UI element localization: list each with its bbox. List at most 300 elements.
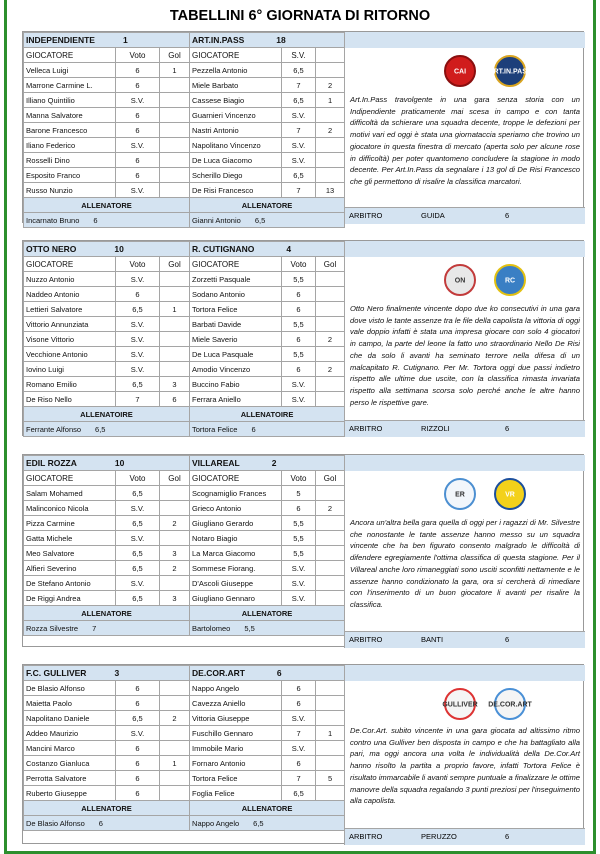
- home-team-score: 3: [114, 668, 120, 678]
- away-player-goals: [316, 317, 345, 332]
- page-title: TABELLINI 6° GIORNATA DI RITORNO: [169, 8, 431, 24]
- home-team-name: F.C. GULLIVER: [26, 668, 87, 678]
- team-row: [24, 33, 345, 48]
- home-player-name: Russo Nunzio: [24, 183, 116, 198]
- home-player-vote: 6: [116, 771, 160, 786]
- away-player-goals: 2: [316, 123, 345, 138]
- player-row: [24, 78, 345, 93]
- referee-label: ARBITRO: [349, 211, 383, 220]
- player-row: [24, 317, 345, 332]
- away-player-vote: S.V.: [282, 576, 316, 591]
- home-player-name: Barone Francesco: [24, 123, 116, 138]
- home-player-goals: [160, 272, 190, 287]
- svg-text:ON: ON: [454, 277, 466, 285]
- away-player-name: Fuschillo Gennaro: [190, 726, 282, 741]
- coach-label-row: [24, 606, 345, 621]
- away-player-vote: 6,5: [282, 168, 316, 183]
- away-player-goals: 5: [316, 771, 345, 786]
- player-row: [24, 696, 345, 711]
- away-player-vote: 5,5: [282, 531, 316, 546]
- player-row: [24, 123, 345, 138]
- report-panel: [344, 241, 585, 437]
- home-player-name: Ruberto Giuseppe: [24, 786, 116, 801]
- column-header: GIOCATORE: [190, 257, 282, 272]
- player-row: [24, 183, 345, 198]
- away-team-logo: [488, 54, 532, 88]
- team-row: [24, 456, 345, 471]
- report-panel: [344, 32, 585, 224]
- away-player-goals: [316, 377, 345, 392]
- away-team-logo: [493, 263, 527, 297]
- coach-away-vote: 6,5: [254, 215, 266, 225]
- away-player-vote: 6: [282, 501, 316, 516]
- away-player-goals: [316, 486, 345, 501]
- away-player-vote: 6: [282, 362, 316, 377]
- home-player-vote: 6: [116, 123, 160, 138]
- header-row: [24, 48, 345, 63]
- away-player-name: Scognamiglio Frances: [190, 486, 282, 501]
- column-header: Voto: [282, 471, 316, 486]
- away-player-goals: 2: [316, 78, 345, 93]
- home-player-goals: 3: [160, 377, 190, 392]
- away-team-name: ART.IN.PASS: [192, 35, 245, 45]
- home-player-goals: [160, 786, 190, 801]
- away-team-score: 6: [276, 668, 282, 678]
- player-row: [24, 741, 345, 756]
- report-header: [345, 455, 585, 471]
- away-player-name: Giugliano Gerardo: [190, 516, 282, 531]
- away-player-name: Nastri Antonio: [190, 123, 282, 138]
- coach-away-name: Nappo Angelo: [192, 818, 240, 828]
- away-player-vote: S.V.: [282, 377, 316, 392]
- home-player-goals: 1: [160, 63, 190, 78]
- coach-away: [190, 422, 345, 437]
- home-player-vote: 6: [116, 681, 160, 696]
- coach-home-name: Rozza Silvestre: [26, 623, 79, 633]
- away-player-vote: 5: [282, 486, 316, 501]
- home-player-vote: S.V.: [116, 531, 160, 546]
- column-header: Gol: [160, 257, 190, 272]
- away-player-goals: [316, 546, 345, 561]
- coach-row: [24, 816, 345, 831]
- home-player-goals: 6: [160, 392, 190, 407]
- coach-label-home: ALLENATORE: [24, 606, 190, 621]
- svg-text:VR: VR: [505, 491, 515, 499]
- away-player-goals: 2: [316, 332, 345, 347]
- coach-row: [24, 422, 345, 437]
- home-player-goals: [160, 138, 190, 153]
- home-team: [24, 666, 190, 681]
- home-player-goals: [160, 486, 190, 501]
- home-player-vote: S.V.: [116, 93, 160, 108]
- player-row: [24, 501, 345, 516]
- away-player-vote: 7: [282, 183, 316, 198]
- home-player-goals: [160, 726, 190, 741]
- coach-label-away: ALLENATORE: [190, 606, 345, 621]
- away-player-goals: [316, 302, 345, 317]
- away-player-goals: [316, 138, 345, 153]
- team-row: [24, 242, 345, 257]
- away-player-name: Guarnieri Vincenzo: [190, 108, 282, 123]
- column-header: Voto: [282, 257, 316, 272]
- home-team-logo: [443, 477, 477, 511]
- column-header: GIOCATORE: [24, 257, 116, 272]
- away-player-vote: 6,5: [282, 63, 316, 78]
- home-player-vote: S.V.: [116, 362, 160, 377]
- home-player-goals: [160, 576, 190, 591]
- player-row: [24, 377, 345, 392]
- home-player-vote: 6: [116, 63, 160, 78]
- home-player-vote: 6: [116, 78, 160, 93]
- home-team-score: 10: [114, 458, 125, 468]
- home-player-goals: 2: [160, 561, 190, 576]
- home-player-name: Vittorio Annunziata: [24, 317, 116, 332]
- referee-row: [345, 631, 585, 648]
- coach-label-row: [24, 801, 345, 816]
- home-player-vote: 6,5: [116, 561, 160, 576]
- svg-text:ART.IN.PASS: ART.IN.PASS: [488, 68, 532, 76]
- match-block: [22, 664, 584, 844]
- player-row: [24, 531, 345, 546]
- home-team-score: 10: [114, 244, 124, 254]
- home-player-name: Velleca Luigi: [24, 63, 116, 78]
- away-team-score: 2: [271, 458, 277, 468]
- away-player-goals: [316, 287, 345, 302]
- away-player-vote: 7: [282, 78, 316, 93]
- away-player-name: Cassese Biagio: [190, 93, 282, 108]
- away-player-name: Scherillo Diego: [190, 168, 282, 183]
- away-player-name: Miele Saverio: [190, 332, 282, 347]
- referee-label: ARBITRO: [349, 832, 383, 841]
- player-row: [24, 546, 345, 561]
- coach-away-name: Tortora Felice: [192, 424, 238, 434]
- home-player-vote: S.V.: [116, 726, 160, 741]
- match-block: [22, 454, 584, 647]
- home-player-vote: 6: [116, 786, 160, 801]
- column-header: Gol: [316, 471, 345, 486]
- away-player-vote: 6: [282, 696, 316, 711]
- home-player-vote: 6,5: [116, 377, 160, 392]
- header-row: [24, 471, 345, 486]
- home-team-name: EDIL ROZZA: [26, 458, 77, 468]
- referee-label: ARBITRO: [349, 635, 383, 644]
- away-player-goals: [316, 681, 345, 696]
- away-team-score: 18: [276, 35, 286, 45]
- coach-home-vote: 6,5: [95, 424, 106, 434]
- away-player-goals: [316, 696, 345, 711]
- home-player-goals: [160, 501, 190, 516]
- away-player-goals: 2: [316, 501, 345, 516]
- player-row: [24, 168, 345, 183]
- home-player-goals: [160, 317, 190, 332]
- match-block: [22, 240, 584, 436]
- away-player-name: De Luca Pasquale: [190, 347, 282, 362]
- player-row: [24, 332, 345, 347]
- coach-home-name: Ferrante Alfonso: [26, 424, 82, 434]
- referee-row: [345, 828, 585, 845]
- home-player-name: Esposito Franco: [24, 168, 116, 183]
- match-report-text: Ancora un'altra bella gara quella di oggi per i ragazzi di Mr. Silvestre che nonostante le tante assenze hanno messo su un squadra vincente che ha ben figurato consento malgrado le difficoltà di difendere egregiamente l'ottima classifica di questa stagione. Per il Villareal anche loro rimaneggiati sono usciti sconfitti nettamente e le assenze hanno condizionato la gara, ora si cercherà di rimediare con l'inserimento di un buon giocatore li avanti per risalire la classifica.: [350, 518, 580, 609]
- away-player-goals: [316, 741, 345, 756]
- coach-away-name: Bartolomeo: [192, 623, 231, 633]
- away-player-name: Buccino Fabio: [190, 377, 282, 392]
- home-player-vote: S.V.: [116, 317, 160, 332]
- coach-home: [24, 213, 190, 228]
- home-team: [24, 456, 190, 471]
- svg-text:DE.COR.ART: DE.COR.ART: [488, 701, 532, 709]
- home-player-goals: [160, 183, 190, 198]
- column-header: Gol: [316, 257, 345, 272]
- away-player-goals: [316, 786, 345, 801]
- home-player-name: Meo Salvatore: [24, 546, 116, 561]
- coach-away: [190, 213, 345, 228]
- coach-row: [24, 213, 345, 228]
- player-row: [24, 153, 345, 168]
- referee-name: PERUZZO: [421, 832, 457, 841]
- home-player-vote: S.V.: [116, 347, 160, 362]
- coach-away-vote: 6: [251, 424, 256, 434]
- column-header: Gol: [160, 471, 190, 486]
- coach-home-name: Incarnato Bruno: [26, 215, 80, 225]
- away-player-vote: S.V.: [282, 138, 316, 153]
- home-player-vote: 6,5: [116, 546, 160, 561]
- referee-vote: 6: [505, 832, 510, 841]
- home-player-name: Iovino Luigi: [24, 362, 116, 377]
- away-team: [190, 666, 345, 681]
- away-player-name: Miele Barbato: [190, 78, 282, 93]
- player-row: [24, 486, 345, 501]
- coach-home-vote: 7: [92, 623, 97, 633]
- player-row: [24, 726, 345, 741]
- coach-away-vote: 5,5: [244, 623, 255, 633]
- home-player-vote: 6: [116, 756, 160, 771]
- home-player-goals: 1: [160, 302, 190, 317]
- coach-label-home: ALLENATOIRE: [24, 407, 190, 422]
- report-header: [345, 665, 585, 681]
- coach-label-away: ALLENATORE: [190, 801, 345, 816]
- match-block: [22, 31, 584, 223]
- away-player-name: Nappo Angelo: [190, 681, 282, 696]
- away-player-name: Fornaro Antonio: [190, 756, 282, 771]
- home-player-goals: [160, 108, 190, 123]
- away-player-name: Zorzetti Pasquale: [190, 272, 282, 287]
- home-player-name: Salam Mohamed: [24, 486, 116, 501]
- away-player-vote: 6: [282, 681, 316, 696]
- home-player-name: De Blasio Alfonso: [24, 681, 116, 696]
- away-player-vote: 6: [282, 756, 316, 771]
- away-team-name: R. CUTIGNANO: [192, 244, 255, 254]
- referee-name: BANTI: [421, 635, 444, 644]
- report-panel: [344, 455, 585, 648]
- home-player-name: Marrone Carmine L.: [24, 78, 116, 93]
- home-player-goals: [160, 93, 190, 108]
- home-player-goals: [160, 741, 190, 756]
- home-player-vote: 6,5: [116, 302, 160, 317]
- home-player-name: Costanzo Gianluca: [24, 756, 116, 771]
- home-player-goals: [160, 332, 190, 347]
- player-row: [24, 786, 345, 801]
- column-header: Gol: [160, 48, 190, 63]
- away-player-vote: 5,5: [282, 516, 316, 531]
- away-player-vote: S.V.: [282, 561, 316, 576]
- home-player-name: Maietta Paolo: [24, 696, 116, 711]
- player-row: [24, 138, 345, 153]
- home-team-logo: [443, 54, 477, 88]
- home-player-goals: [160, 771, 190, 786]
- column-header: GIOCATORE: [24, 471, 116, 486]
- header-row: [24, 257, 345, 272]
- away-player-name: Cavezza Aniello: [190, 696, 282, 711]
- report-header: [345, 32, 585, 48]
- away-player-vote: 5,5: [282, 317, 316, 332]
- home-player-goals: [160, 168, 190, 183]
- home-player-name: Illiano Quintilio: [24, 93, 116, 108]
- player-row: [24, 756, 345, 771]
- away-player-name: Barbati Davide: [190, 317, 282, 332]
- coach-home: [24, 621, 190, 636]
- away-player-name: Immobile Mario: [190, 741, 282, 756]
- away-player-goals: 2: [316, 362, 345, 377]
- home-player-name: De Riso Nello: [24, 392, 116, 407]
- home-player-name: Gatta Michele: [24, 531, 116, 546]
- home-player-vote: S.V.: [116, 183, 160, 198]
- coach-away-name: Gianni Antonio: [192, 215, 241, 225]
- home-player-goals: [160, 153, 190, 168]
- coach-away: [190, 621, 345, 636]
- home-player-name: Perrotta Salvatore: [24, 771, 116, 786]
- away-team-logo: [493, 477, 527, 511]
- away-team-logo: [488, 687, 532, 721]
- home-player-vote: S.V.: [116, 332, 160, 347]
- away-player-name: Napolitano Vincenzo: [190, 138, 282, 153]
- match-report-text: De.Cor.Art. subito vincente in una gara giocata ad altissimo ritmo contro una Gulliver ben disposta in campo e che ha battagliato alla pari, ma oggi ancora una volta le individualità della De.Cor.Art hanno risolto la partita a proprio favore, infatti Tortora Felice è risultato immarcabile li avanti sempre puntuale a finalizzare le ottime manovre della squadra regalando 3 punti preziosi per l'inseguimento alla capolista.: [350, 726, 580, 806]
- home-player-goals: [160, 78, 190, 93]
- away-player-goals: [316, 756, 345, 771]
- home-player-goals: [160, 531, 190, 546]
- coach-label-away: ALLENATOIRE: [190, 407, 345, 422]
- away-player-name: D'Ascoli Giuseppe: [190, 576, 282, 591]
- home-player-vote: 6,5: [116, 486, 160, 501]
- referee-row: [345, 420, 585, 437]
- home-player-name: Rosselli Dino: [24, 153, 116, 168]
- column-header: GIOCATORE: [190, 471, 282, 486]
- coach-label-home: ALLENATORE: [24, 198, 190, 213]
- home-player-goals: [160, 681, 190, 696]
- home-player-name: Nuzzo Antonio: [24, 272, 116, 287]
- home-player-goals: [160, 287, 190, 302]
- home-player-name: Alfieri Severino: [24, 561, 116, 576]
- home-team-name: OTTO NERO: [26, 244, 77, 254]
- away-player-name: De Risi Francesco: [190, 183, 282, 198]
- home-player-vote: 6,5: [116, 591, 160, 606]
- home-player-name: Romano Emilio: [24, 377, 116, 392]
- referee-label: ARBITRO: [349, 424, 383, 433]
- home-player-vote: 6: [116, 287, 160, 302]
- away-player-name: Notaro Biagio: [190, 531, 282, 546]
- away-player-vote: 7: [282, 771, 316, 786]
- lineup-table: [23, 455, 345, 636]
- player-row: [24, 93, 345, 108]
- report-header: [345, 241, 585, 257]
- away-player-name: Ferrara Aniello: [190, 392, 282, 407]
- coach-home-vote: 6: [93, 215, 98, 225]
- player-row: [24, 591, 345, 606]
- away-player-vote: 5,5: [282, 546, 316, 561]
- player-row: [24, 681, 345, 696]
- away-player-vote: S.V.: [282, 153, 316, 168]
- home-player-name: De Stefano Antonio: [24, 576, 116, 591]
- home-team-name: INDEPENDIENTE: [26, 35, 95, 45]
- column-header: GIOCATORE: [190, 48, 282, 63]
- referee-row: [345, 207, 585, 224]
- player-row: [24, 272, 345, 287]
- lineup-table: [23, 665, 345, 831]
- coach-row: [24, 621, 345, 636]
- home-player-goals: [160, 347, 190, 362]
- away-player-goals: 1: [316, 726, 345, 741]
- team-row: [24, 666, 345, 681]
- away-player-name: Amodio Vincenzo: [190, 362, 282, 377]
- player-row: [24, 576, 345, 591]
- away-player-goals: [316, 153, 345, 168]
- svg-text:ER: ER: [455, 491, 465, 499]
- away-player-goals: [316, 711, 345, 726]
- away-player-name: Giugliano Gennaro: [190, 591, 282, 606]
- home-player-vote: S.V.: [116, 272, 160, 287]
- home-player-vote: S.V.: [116, 501, 160, 516]
- column-header: S.V.: [282, 48, 316, 63]
- referee-name: RIZZOLI: [421, 424, 450, 433]
- away-player-name: Tortora Felice: [190, 771, 282, 786]
- referee-name: GUIDA: [421, 211, 445, 220]
- home-player-vote: 6: [116, 696, 160, 711]
- home-player-vote: 6: [116, 153, 160, 168]
- away-player-goals: [316, 168, 345, 183]
- svg-text:GULLIVER: GULLIVER: [442, 701, 478, 709]
- away-player-goals: 1: [316, 93, 345, 108]
- player-row: [24, 287, 345, 302]
- away-player-goals: [316, 516, 345, 531]
- player-row: [24, 63, 345, 78]
- away-player-name: Vittoria Giuseppe: [190, 711, 282, 726]
- home-player-name: Lettieri Salvatore: [24, 302, 116, 317]
- home-player-goals: [160, 362, 190, 377]
- home-player-goals: 2: [160, 711, 190, 726]
- away-player-name: Foglia Felice: [190, 786, 282, 801]
- away-player-vote: 6,5: [282, 786, 316, 801]
- player-row: [24, 711, 345, 726]
- match-report-text: Otto Nero finalmente vincente dopo due ko consecutivi in una gara dove visto le tante assenze tra le file della capolista la vittoria di oggi vale doppio infatti è stata una impresa giocare con solo 4 giocatori in campo, la parte del leone la fatto uno straordinario Nello De Risi che da solo li avanti ha seminato terrore nella difesa di un malcapitato R. Cutignano. Per Mr. Tortora oggi due passi indietro rispetto alle ultime due uscite, con la classifica rimasta invariata rispetto alla settimana scorsa solo perché anche le altre hanno perso le rispettive gare.: [350, 304, 580, 407]
- away-player-goals: [316, 531, 345, 546]
- referee-vote: 6: [505, 424, 510, 433]
- away-player-vote: 5,5: [282, 272, 316, 287]
- home-player-vote: 6,5: [116, 711, 160, 726]
- player-row: [24, 362, 345, 377]
- coach-label-away: ALLENATORE: [190, 198, 345, 213]
- away-player-name: Sodano Antonio: [190, 287, 282, 302]
- coach-label-row: [24, 407, 345, 422]
- referee-vote: 6: [505, 211, 510, 220]
- player-row: [24, 516, 345, 531]
- coach-away: [190, 816, 345, 831]
- away-player-vote: 6: [282, 332, 316, 347]
- home-player-goals: [160, 123, 190, 138]
- home-player-vote: 6: [116, 168, 160, 183]
- coach-home-vote: 6: [98, 818, 103, 828]
- home-team-logo: [443, 687, 477, 721]
- away-player-vote: 7: [282, 123, 316, 138]
- player-row: [24, 347, 345, 362]
